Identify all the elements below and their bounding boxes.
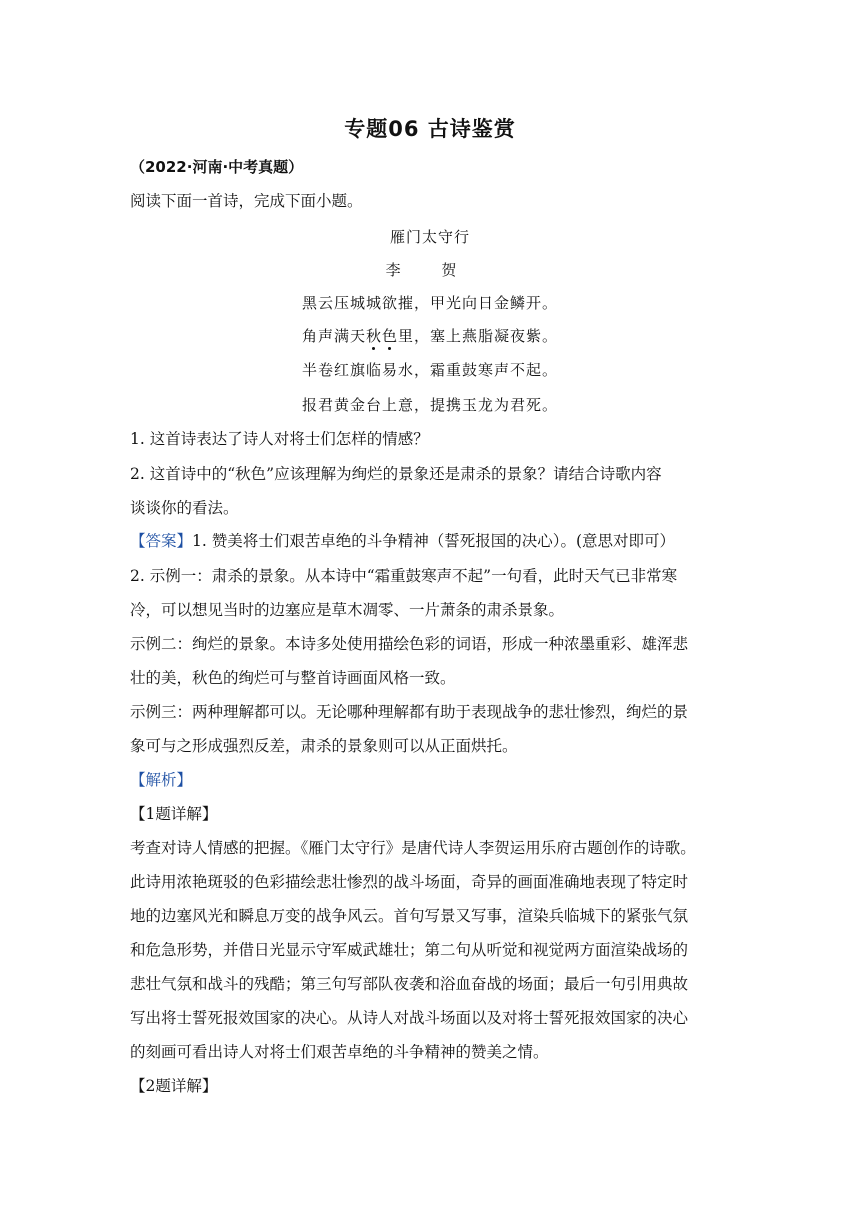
question-source: （2022·河南·中考真题） [130, 158, 304, 176]
instruction: 阅读下面一首诗，完成下面小题。 [130, 192, 363, 210]
analysis-line-4: 和危急形势，并借日光显示守军威武雄壮；第二句从听觉和视觉两方面渲染战场的 [130, 941, 689, 959]
answer-line-1 [130, 529, 675, 551]
analysis-line-2: 此诗用浓艳斑驳的色彩描绘悲壮惨烈的战斗场面，奇异的画面准确地表现了特定时 [130, 873, 689, 891]
analysis-line-7: 的刻画可看出诗人对将士们艰苦卓绝的斗争精神的赞美之情。 [130, 1043, 549, 1061]
question-1: 1. 这首诗表达了诗人对将士们怎样的情感？ [130, 430, 429, 448]
answer-line-5: 壮的美，秋色的绚烂可与整首诗画面风格一致。 [130, 669, 456, 687]
sub1-label: 【1题详解】 [130, 805, 218, 823]
poem-title: 雁门太守行 [389, 228, 470, 246]
answer-text-1: 1. 赞美将士们艰苦卓绝的斗争精神（誓死报国的决心）。(意思对即可） [192, 532, 676, 550]
answer-line-3: 冷，可以想见当时的边塞应是草木凋零、一片萧条的肃杀景象。 [130, 601, 565, 619]
answer-line-2: 2. 示例一：肃杀的景象。从本诗中“霜重鼓寒声不起”一句看，此时天气已非常寒 [130, 567, 678, 585]
answer-line-6: 示例三：两种理解都可以。无论哪种理解都有助于表现战争的悲壮惨烈，绚烂的景 [130, 703, 689, 721]
analysis-line-6: 写出将士誓死报效国家的决心。从诗人对战斗场面以及对将士誓死报效国家的决心 [130, 1009, 689, 1027]
poem-line-4: 报君黄金台上意，提携玉龙为君死。 [301, 396, 558, 414]
analysis-line-5: 悲壮气氛和战斗的残酷；第三句写部队夜袭和浴血奋战的场面；最后一句引用典故 [130, 975, 689, 993]
question-2: 2. 这首诗中的“秋色”应该理解为绚烂的景象还是肃杀的景象？请结合诗歌内容 [130, 465, 662, 483]
answer-line-7: 象可与之形成强烈反差，肃杀的景象则可以从正面烘托。 [130, 737, 518, 755]
poem-line-2-suffix: 里， [398, 327, 431, 345]
poem-line-3: 半卷红旗临易水，霜重鼓寒声不起。 [301, 361, 558, 379]
analysis-line-1: 考查对诗人情感的把握。《雁门太守行》是唐代诗人李贺运用乐府古题创作的诗歌。 [130, 839, 696, 857]
emphasis-dot-char-1: 秋 [365, 327, 382, 345]
emphasis-dot-char-2: 色 [381, 327, 398, 345]
poem-author: 李 贺 [385, 261, 475, 279]
poem-line-2-prefix: 角声满天 [301, 327, 366, 345]
analysis-label: 【解析】 [130, 771, 193, 789]
page-title: 专题06 古诗鉴赏 [344, 117, 516, 141]
sub2-label: 【2题详解】 [130, 1077, 218, 1095]
poem-line-2 [0, 325, 860, 346]
question-2-cont: 谈谈你的看法。 [130, 499, 239, 517]
answer-label: 【答案】 [130, 532, 193, 550]
analysis-line-3: 地的边塞风光和瞬息万变的战争风云。首句写景又写事，渲染兵临城下的紧张气氛 [130, 907, 689, 925]
poem-line-2-rest: 塞上燕脂凝夜紫。 [430, 327, 559, 345]
poem-line-1: 黑云压城城欲摧，甲光向日金鳞开。 [301, 294, 558, 312]
answer-line-4: 示例二：绚烂的景象。本诗多处使用描绘色彩的词语，形成一种浓墨重彩、雄浑悲 [130, 635, 689, 653]
